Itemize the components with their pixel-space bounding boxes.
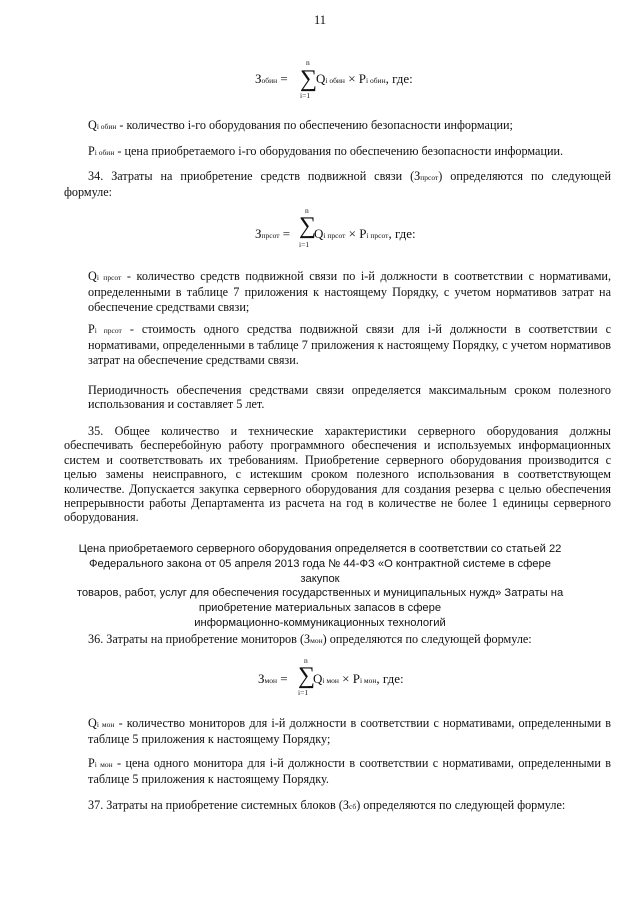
sum-symbol: ∑ <box>298 663 316 689</box>
item-37: 37. Затраты на приобретение системных блоков (Зсб) определяются по следующей формуле: <box>88 798 566 812</box>
sum-symbol: ∑ <box>300 66 318 92</box>
formula-obin: Зобин = n ∑ i=1 Qi обин × Pi обин, где: <box>255 58 413 100</box>
definition-p-mon: Pi мон - цена одного монитора для i-й должности в соответствии с нормативами, определенными в таблице 5 приложения к настоящему Порядку. <box>88 756 612 787</box>
formula-mon: Змон = n ∑ i=1 Qi мон × Pi мон, где: <box>258 656 404 697</box>
server-price-paragraph: Цена приобретаемого серверного оборудования определяется в соответствии со статьей 22 Федерального закона от 05 апреля 2013 года № 44-ФЗ «О контрактной системе в сфере закупок товаров, работ, услуг для обеспечения государственных и муниципальных нужд» Затраты на приобретение материальных запасов в сфере информационно-коммуникационных технологий <box>76 543 564 629</box>
item-35: 35. Общее количество и технические характеристики серверного оборудования должны обеспечивать бесперебойную работу программного обеспечения и используемых информационных систем и соответствовать их требованиям. Приобретение серверного оборудования производится с целью замены неисправного, с истекшим сроком полезного использования в соответствующем количестве. Допускается закупка серверного оборудования для создания резерва с целью обеспечения непрерывности работы Департамента из расчета на год в количестве не более 1 единицы серверного оборудования. <box>64 424 611 525</box>
definition-p-prsot: Pi прсот - стоимость одного средства подвижной связи для i-й должности в соответствии с нормативами, определенными в таблице 7 приложения к настоящему Порядку, с учетом нормативов затрат на обеспечение средствами связи. <box>88 322 611 367</box>
definition-q-prsot: Qi прсот - количество средств подвижной связи по i-й должности в соответствии с нормативами, определенными в таблице 7 приложения к настоящему Порядку, с учетом нормативов затрат на обеспечение средствами связи; <box>88 269 611 314</box>
periodicity-paragraph: Периодичность обеспечения средствами связи определяется максимальным сроком полезного использования и составляет 5 лет. <box>88 383 611 412</box>
page-number: 11 <box>313 13 327 27</box>
sum-symbol: ∑ <box>299 213 317 239</box>
definition-q-mon: Qi мон - количество мониторов для i-й должности в соответствии с нормативами, определенными в таблице 5 приложения к настоящему Порядку; <box>88 716 612 747</box>
definition-q-obin: Qi обин - количество i-го оборудования по обеспечению безопасности информации; <box>88 118 513 132</box>
item-36: 36. Затраты на приобретение мониторов (Змон) определяются по следующей формуле: <box>88 632 532 646</box>
formula-prsot: Зпрсот = n ∑ i=1 Qi прсот × Pi прсот, где: <box>255 206 416 249</box>
item-34: 34. Затраты на приобретение средств подвижной связи (Зпрсот) определяются по следующей формуле: <box>64 169 611 200</box>
definition-p-obin: Pi обин - цена приобретаемого i-го оборудования по обеспечению безопасности информации. <box>88 144 564 158</box>
